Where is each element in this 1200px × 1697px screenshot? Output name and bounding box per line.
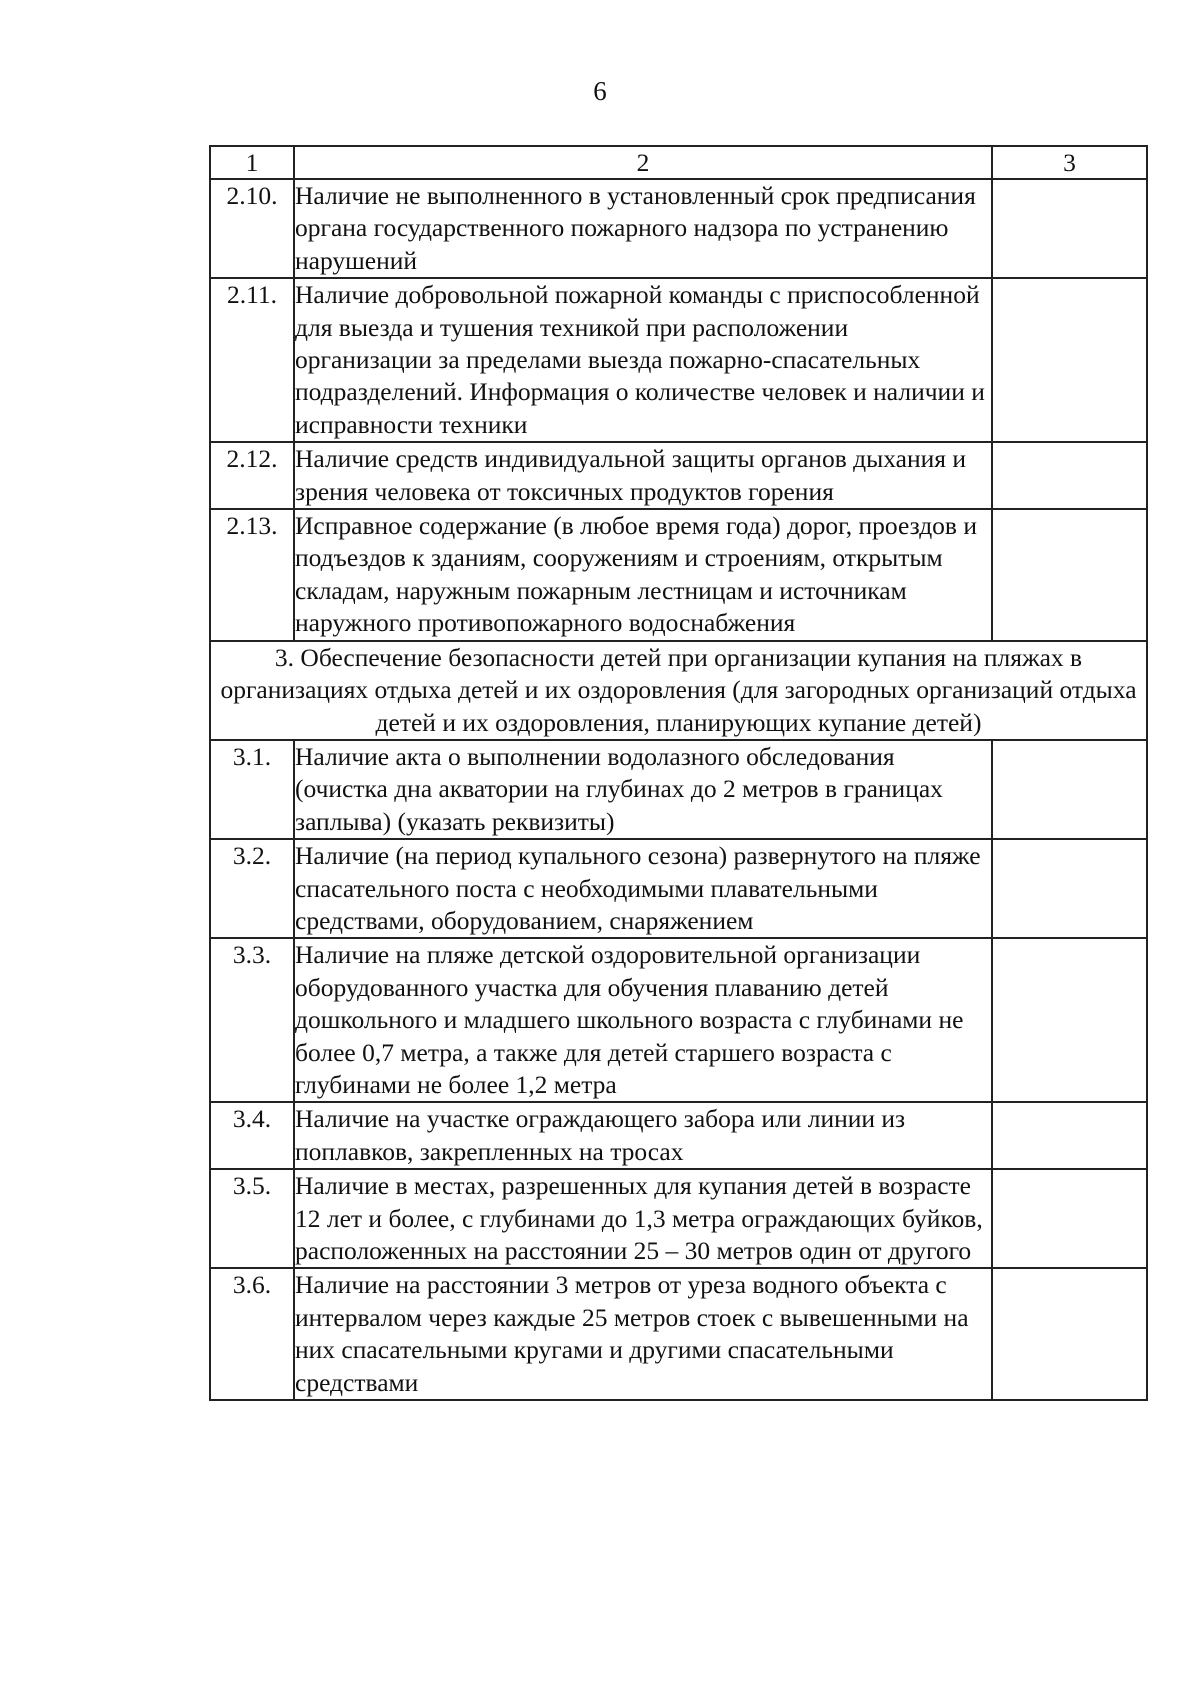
table-row — [210, 1102, 1147, 1169]
row-mark-cell — [992, 1169, 1147, 1268]
column-header-number: 1 — [210, 146, 294, 179]
row-mark-cell — [992, 740, 1147, 839]
row-requirement-text: Наличие в местах, разрешенных для купания детей в возрасте 12 лет и более, с глубинами до 1,3 метра ограждающих буйков, расположенных на расстоянии 25 – 30 метров один от другого — [294, 1169, 992, 1268]
section-row — [210, 641, 1147, 740]
row-number: 3.6. — [210, 1268, 294, 1400]
row-number: 2.12. — [210, 442, 294, 509]
row-requirement-text: Наличие на пляже детской оздоровительной организации оборудованного участка для обучения плаванию детей дошкольного и младшего школьного возраста с глубинами не более 0,7 метра, а также для детей старшего возраста с глубинами не более 1,2 метра — [294, 938, 992, 1102]
row-mark-cell — [992, 839, 1147, 938]
row-requirement-text: Наличие (на период купального сезона) развернутого на пляже спасательного поста с необходимыми плавательными средствами, оборудованием, снаряжением — [294, 839, 992, 938]
checklist-table — [209, 145, 1148, 1401]
table-row — [210, 442, 1147, 509]
row-requirement-text: Наличие на расстоянии 3 метров от уреза водного объекта с интервалом через каждые 25 метров стоек с вывешенными на них спасательными кругами и другими спасательными средствами — [294, 1268, 992, 1400]
row-mark-cell — [992, 278, 1147, 442]
row-number: 3.1. — [210, 740, 294, 839]
row-mark-cell — [992, 938, 1147, 1102]
row-number: 2.13. — [210, 509, 294, 641]
section-heading: 3. Обеспечение безопасности детей при организации купания на пляжах в организациях отдыха детей и их оздоровления (для загородных организаций отдыха детей и их оздоровления, планирующих купание детей) — [210, 641, 1147, 740]
row-number: 3.5. — [210, 1169, 294, 1268]
row-requirement-text: Исправное содержание (в любое время года) дорог, проездов и подъездов к зданиям, сооружениям и строениям, открытым складам, наружным пожарным лестницам и источникам наружного противопожарного водоснабжения — [294, 509, 992, 641]
table-row — [210, 179, 1147, 278]
table-row — [210, 1268, 1147, 1400]
row-requirement-text: Наличие не выполненного в установленный срок предписания органа государственного пожарного надзора по устранению нарушений — [294, 179, 992, 278]
header-row — [210, 146, 1147, 179]
row-number: 2.11. — [210, 278, 294, 442]
row-requirement-text: Наличие добровольной пожарной команды с приспособленной для выезда и тушения техникой при расположении организации за пределами выезда пожарно-спасательных подразделений. Информация о количестве человек и наличии и исправности техники — [294, 278, 992, 442]
table-row — [210, 509, 1147, 641]
row-mark-cell — [992, 1102, 1147, 1169]
table-row — [210, 938, 1147, 1102]
column-header-requirement: 2 — [294, 146, 992, 179]
row-mark-cell — [992, 442, 1147, 509]
row-number: 3.4. — [210, 1102, 294, 1169]
column-header-mark: 3 — [992, 146, 1147, 179]
table-row — [210, 740, 1147, 839]
row-mark-cell — [992, 509, 1147, 641]
row-number: 3.2. — [210, 839, 294, 938]
row-number: 3.3. — [210, 938, 294, 1102]
table-row — [210, 1169, 1147, 1268]
row-requirement-text: Наличие средств индивидуальной защиты органов дыхания и зрения человека от токсичных продуктов горения — [294, 442, 992, 509]
row-requirement-text: Наличие акта о выполнении водолазного обследования (очистка дна акватории на глубинах до 2 метров в границах заплыва) (указать реквизиты) — [294, 740, 992, 839]
table-row — [210, 839, 1147, 938]
row-mark-cell — [992, 1268, 1147, 1400]
row-mark-cell — [992, 179, 1147, 278]
page-number: 6 — [593, 76, 607, 106]
row-requirement-text: Наличие на участке ограждающего забора или линии из поплавков, закрепленных на тросах — [294, 1102, 992, 1169]
row-number: 2.10. — [210, 179, 294, 278]
table-row — [210, 278, 1147, 442]
